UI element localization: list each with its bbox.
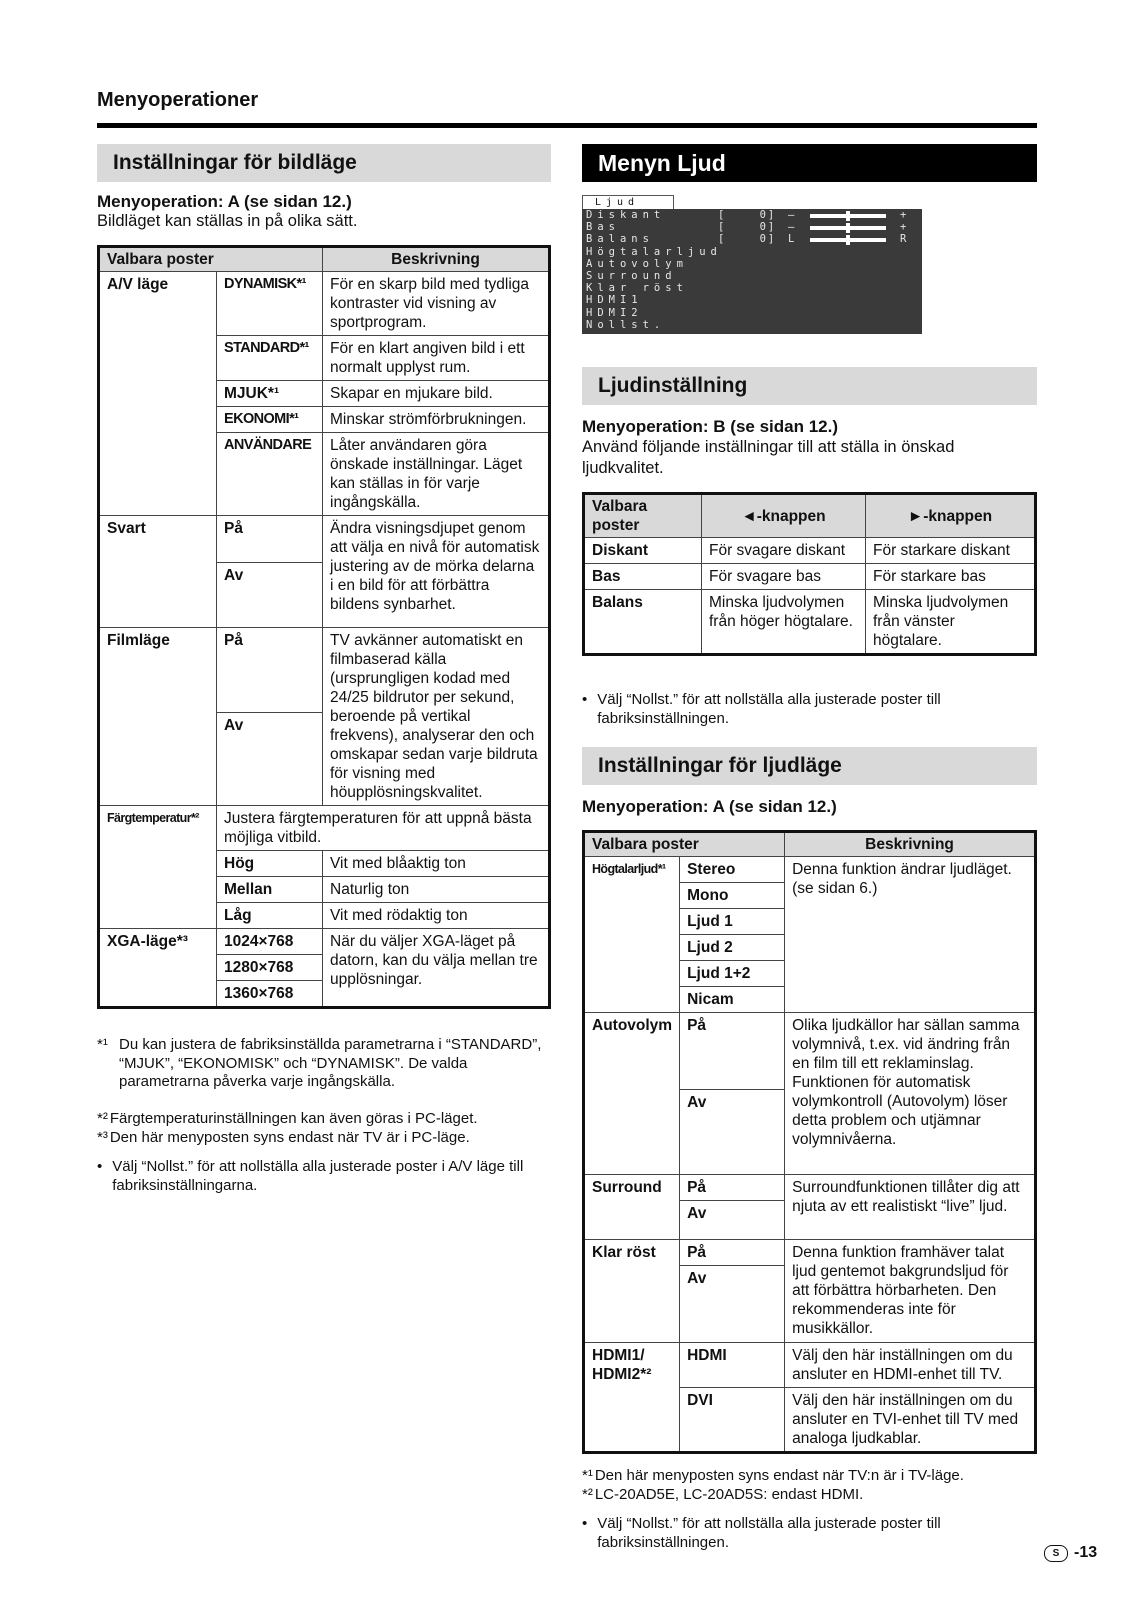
table-header: ►-knappen xyxy=(866,494,1036,538)
option-desc: Välj den här inställningen om du ansluter en HDMI-enhet till TV. xyxy=(785,1343,1036,1388)
footnote-text: Den här menyposten syns endast när TV:n är i TV-läge. xyxy=(594,1467,964,1484)
osd-item[interactable]: Surround xyxy=(586,270,677,283)
page-number-text: -13 xyxy=(1074,1544,1098,1561)
option-label: DVI xyxy=(680,1388,785,1453)
ljudlage-title: Inställningar för ljudläge xyxy=(582,747,1037,785)
option-desc: Skapar en mjukare bild. xyxy=(323,381,550,407)
option-label: Låg xyxy=(217,903,323,929)
osd-item[interactable]: Nollst. xyxy=(586,318,666,331)
row-label: Högtalarljud*¹ xyxy=(584,857,680,1013)
option-desc: Välj den här inställningen om du ansluter en TVI-enhet till TV med analoga ljudkablar. xyxy=(785,1388,1036,1453)
option-label: På xyxy=(680,1013,785,1090)
osd-item[interactable]: Bas xyxy=(586,221,620,234)
option-label: DYNAMISK*¹ xyxy=(217,272,323,336)
option-desc: Minskar strömförbrukningen. xyxy=(323,407,550,433)
option-label: Av xyxy=(217,563,323,628)
option-label: 1280×768 xyxy=(217,955,323,981)
bullet-icon: • xyxy=(97,1158,103,1175)
option-label: Mellan xyxy=(217,877,323,903)
option-label: STANDARD*¹ xyxy=(217,336,323,381)
table-header: Valbara poster xyxy=(584,832,785,857)
row-label: A/V läge xyxy=(99,272,217,516)
osd-menu xyxy=(582,195,922,339)
row-label: Filmläge xyxy=(99,628,217,806)
bildlage-table xyxy=(97,245,551,1009)
osd-panel xyxy=(582,209,922,334)
row-label: Balans xyxy=(584,590,702,655)
option-desc: För en klart angiven bild i ett normalt upplyst rum. xyxy=(323,336,550,381)
option-label: Av xyxy=(680,1201,785,1240)
cell: Minska ljudvolymen från vänster högtalare. xyxy=(866,590,1036,655)
option-desc: Låter användaren göra önskade inställningar. Läget kan ställas in för varje ingångskälla. xyxy=(323,433,550,516)
bildlage-title: Inställningar för bildläge xyxy=(97,144,551,182)
ljudinstallning-desc: Använd följande inställningar till att ställa in önskad ljudkvalitet. xyxy=(582,438,955,477)
table-header: Valbara poster xyxy=(99,247,323,272)
row-label: Surround xyxy=(584,1175,680,1240)
option-label: Hög xyxy=(217,851,323,877)
option-label: På xyxy=(680,1240,785,1266)
osd-slider-knob[interactable] xyxy=(846,235,850,245)
osd-minus: – xyxy=(788,209,800,221)
row-label: Bas xyxy=(584,564,702,590)
osd-item[interactable]: HDMI1 xyxy=(586,294,643,307)
footnote-text: Den här menyposten syns endast när TV är i PC-läge. xyxy=(109,1129,470,1146)
option-desc: Denna funktion framhäver talat ljud gentemot bakgrundsljud för att förbättra hörbarheten. Den rekommenderas inte för musikkällor. xyxy=(785,1240,1036,1343)
row-label: XGA-läge*³ xyxy=(99,929,217,1008)
footnote-1 xyxy=(582,1467,1032,1486)
osd-value: [ 0] xyxy=(718,233,777,245)
option-label: Mono xyxy=(680,883,785,909)
osd-slider-knob[interactable] xyxy=(846,223,850,233)
bildlage-menuop: Menyoperation: A (se sidan 12.) xyxy=(97,192,352,211)
option-desc: TV avkänner automatiskt en filmbaserad källa (ursprungligen kodad med 24/25 bildrutor per sekund, beroende på vertikal frekvens), analyserar den och omskapar sedan varje bildruta för visning med höupplösningskvalitet. xyxy=(323,628,550,806)
bullet-text: Välj “Nollst.” för att nollställa alla justerade poster till fabriksinställningen. xyxy=(597,691,941,727)
cell: För starkare diskant xyxy=(866,538,1036,564)
ljudinstallning-title: Ljudinställning xyxy=(582,367,1037,405)
osd-left: L xyxy=(788,233,800,245)
option-desc: Naturlig ton xyxy=(323,877,550,903)
option-desc: Ändra visningsdjupet genom att välja en nivå för automatisk justering av de mörka delarna i en bild för att förbättra bildens synbarhet. xyxy=(323,516,550,628)
option-label: Ljud 2 xyxy=(680,935,785,961)
osd-value: [ 0] xyxy=(718,209,777,221)
osd-right: R xyxy=(900,233,912,245)
footnote-2 xyxy=(582,1486,1032,1505)
footnote-marker: *¹ xyxy=(97,1036,108,1053)
osd-value: [ 0] xyxy=(718,221,777,233)
osd-minus: – xyxy=(788,221,800,233)
bullet-icon: • xyxy=(582,691,588,708)
menyn-ljud-title: Menyn Ljud xyxy=(582,144,1037,182)
option-label: Ljud 1+2 xyxy=(680,961,785,987)
option-label: På xyxy=(217,516,323,563)
footnote-text: Färgtemperaturinställningen kan även göras i PC-läget. xyxy=(109,1110,478,1127)
option-label: HDMI xyxy=(680,1343,785,1388)
osd-item[interactable]: HDMI2 xyxy=(586,306,643,319)
section-heading: Menyoperationer xyxy=(97,89,259,111)
option-label: På xyxy=(680,1175,785,1201)
row-label: Autovolym xyxy=(584,1013,680,1175)
option-desc: För en skarp bild med tydliga kontraster vid visning av sportprogram. xyxy=(323,272,550,336)
ljudinstallning-menuop: Menyoperation: B (se sidan 12.) xyxy=(582,417,838,436)
footnote-marker: *¹ xyxy=(582,1467,593,1484)
table-header: Beskrivning xyxy=(785,832,1036,857)
bullet-text: Välj “Nollst.” för att nollställa alla justerade poster till fabriksinställningen. xyxy=(597,1515,941,1551)
bildlage-desc: Bildläget kan ställas in på olika sätt. xyxy=(97,212,358,230)
bullet-text: Välj “Nollst.” för att nollställa alla justerade poster i A/V läge till fabriksinställningarna. xyxy=(112,1158,524,1194)
option-desc: Justera färgtemperaturen för att uppnå bästa möjliga vitbild. xyxy=(217,806,550,851)
option-label: ANVÄNDARE xyxy=(217,433,323,516)
ljudlage-menuop: Menyoperation: A (se sidan 12.) xyxy=(582,797,837,816)
osd-item[interactable]: Diskant xyxy=(586,209,666,221)
language-badge-icon: S xyxy=(1044,1545,1068,1562)
osd-item[interactable]: Autovolym xyxy=(586,257,688,270)
bullet-icon: • xyxy=(582,1515,588,1532)
row-label: Diskant xyxy=(584,538,702,564)
option-label: 1360×768 xyxy=(217,981,323,1008)
option-label: Av xyxy=(680,1266,785,1343)
osd-item[interactable]: Högtalarljud xyxy=(586,245,722,258)
osd-item[interactable]: Klar röst xyxy=(586,282,688,295)
option-label: Ljud 1 xyxy=(680,909,785,935)
option-desc: Vit med blåaktig ton xyxy=(323,851,550,877)
option-desc: Surroundfunktionen tillåter dig att njuta av ett realistiskt “live” ljud. xyxy=(785,1175,1036,1240)
osd-tab: Ljud xyxy=(582,195,674,209)
footnote-3 xyxy=(97,1129,547,1148)
option-label: Stereo xyxy=(680,857,785,883)
option-label: På xyxy=(217,628,323,713)
option-label: Nicam xyxy=(680,987,785,1013)
row-label: Svart xyxy=(99,516,217,628)
osd-item[interactable]: Balans xyxy=(586,233,654,246)
ljudinstallning-table xyxy=(582,492,1037,656)
option-label: MJUK*¹ xyxy=(217,381,323,407)
osd-plus: + xyxy=(900,209,912,221)
cell: För svagare bas xyxy=(702,564,866,590)
left-bullet xyxy=(97,1158,537,1195)
option-label: Av xyxy=(680,1090,785,1175)
option-label: Av xyxy=(217,712,323,805)
cell: För svagare diskant xyxy=(702,538,866,564)
ljudinstallning-bullet xyxy=(582,691,1022,728)
option-desc: När du väljer XGA-läget på datorn, kan du välja mellan tre upplösningar. xyxy=(323,929,550,1008)
row-label: Klar röst xyxy=(584,1240,680,1343)
osd-plus: + xyxy=(900,221,912,233)
cell: Minska ljudvolymen från höger högtalare. xyxy=(702,590,866,655)
row-label: Färgtemperatur*² xyxy=(99,806,217,929)
option-desc: Olika ljudkällor har sällan samma volymnivå, t.ex. vid ändring från en film till ett reklaminslag. Funktionen för automatisk volymkontroll (Autovolym) löser detta problem och utjämnar volymnivåerna. xyxy=(785,1013,1036,1175)
option-label: EKONOMI*¹ xyxy=(217,407,323,433)
footnote-marker: *² xyxy=(97,1110,108,1127)
ljudlage-table xyxy=(582,830,1037,1454)
page-number xyxy=(1044,1544,1097,1562)
ljudlage-bullet xyxy=(582,1515,1022,1552)
footnote-2 xyxy=(97,1110,547,1129)
footnote-text: Du kan justera de fabriksinställda parametrarna i “STANDARD”, “MJUK”, “EKONOMISK” och “DYNAMISK”. De valda parametrarna påverka varje ingångskälla. xyxy=(119,1036,542,1090)
table-header: Beskrivning xyxy=(323,247,550,272)
osd-slider-knob[interactable] xyxy=(846,211,850,221)
footnote-marker: *² xyxy=(582,1486,593,1503)
cell: För starkare bas xyxy=(866,564,1036,590)
option-label: 1024×768 xyxy=(217,929,323,955)
option-desc: Vit med rödaktig ton xyxy=(323,903,550,929)
table-header: ◄-knappen xyxy=(702,494,866,538)
option-desc: Denna funktion ändrar ljudläget. (se sidan 6.) xyxy=(785,857,1036,1013)
footnote-1 xyxy=(97,1036,547,1092)
header-rule xyxy=(97,123,1037,128)
row-label: HDMI1/ HDMI2*² xyxy=(584,1343,680,1453)
footnote-text: LC-20AD5E, LC-20AD5S: endast HDMI. xyxy=(594,1486,864,1503)
footnote-marker: *³ xyxy=(97,1129,108,1146)
table-header: Valbara poster xyxy=(584,494,702,538)
